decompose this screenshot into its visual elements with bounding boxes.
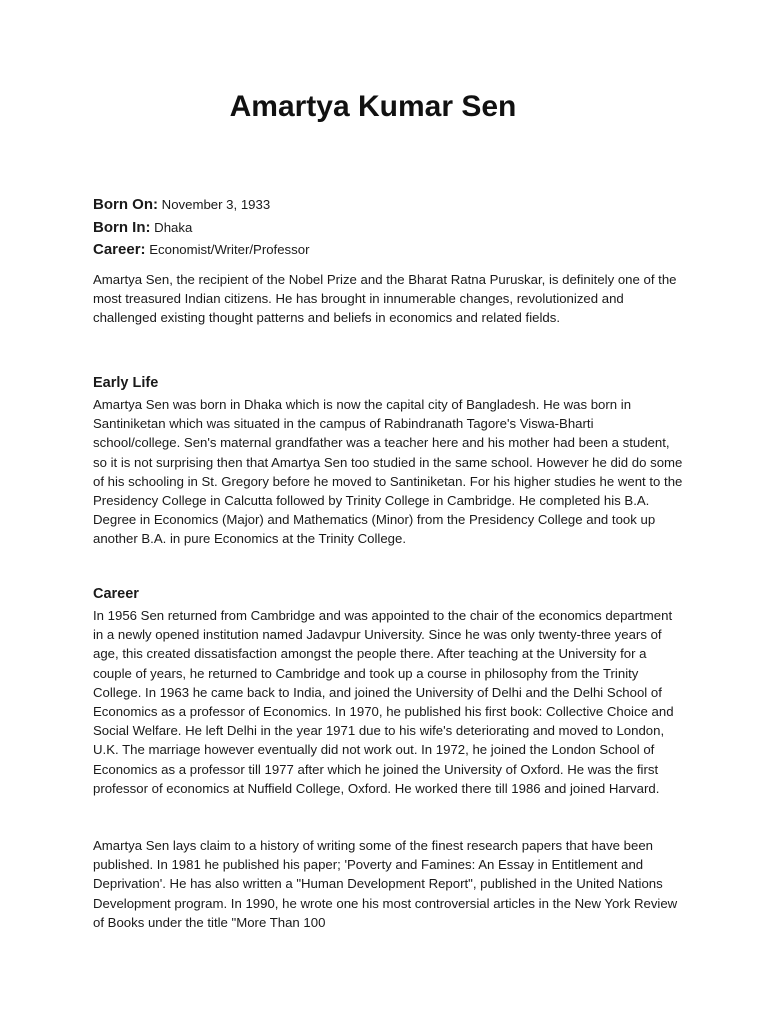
fact-label: Born In: [93, 218, 146, 236]
section-heading-early-life: Early Life: [93, 375, 159, 391]
early-life-paragraph: Amartya Sen was born in Dhaka which is now the capital city of Bangladesh. He was born in Santiniketan which was situated in the campus of Rabindranath Tagore's Viswa-Bharti school/college. Sen's maternal grandfather was a teacher here and his mother had been a student, so it is not surprising then that Amartya Sen too studied in the same school. However he did do some of his schooling in St. Gregory before he moved to Santiniketan. For his higher studies he went to the Presidency College in Calcutta followed by Trinity College in Cambridge. He completed his B.A. Degree in Economics (Major) and Mathematics (Minor) from the Presidency College and took up another B.A. in pure Economics at the Trinity College.: [93, 397, 683, 547]
section-heading-career: Career: [93, 586, 139, 602]
career-paragraph-1: In 1956 Sen returned from Cambridge and was appointed to the chair of the economics department in a newly opened institution named Jadavpur University. Since he was only twenty-three years of age, this created dissatisfaction amongst the people there. After teaching at the University for a couple of years, he returned to Cambridge and took up a course in philosophy from the Trinity College. In 1963 he came back to India, and joined the University of Delhi and the Delhi School of Economics as a professor of Economics. In 1970, he published his first book: Collective Choice and Social Welfare. He left Delhi in the year 1971 due to his wife's deteriorating and moved to London, U.K. The marriage however eventually did not work out. In 1972, he joined the London School of Economics as a professor till 1977 after which he joined the University of Oxford. He was the first professor of economics at Nuffield College, Oxford. He worked there till 1986 and joined Harvard.: [93, 608, 674, 796]
document-page: [93, 0, 683, 1024]
page-title: Amartya Kumar Sen: [229, 90, 517, 123]
fact-born-in: Born In: Dhaka: [93, 218, 193, 236]
fact-value: Economist/Writer/Professor: [149, 242, 310, 257]
fact-label: Born On: [93, 196, 153, 213]
fact-career: Career: Economist/Writer/Professor: [93, 241, 310, 258]
fact-value: November 3, 1933: [161, 197, 271, 212]
fact-label: Career: [93, 241, 141, 258]
career-paragraph-2: Amartya Sen lays claim to a history of writing some of the finest research papers that have been published. In 1981 he published his paper; 'Poverty and Famines: An Essay in Entitlement and Deprivation'. He has also written a "Human Development Report", published in the United Nations Development program. In 1990, he wrote one his most controversial articles in the New York Review of Books under the title "More Than 100: [93, 838, 678, 930]
intro-paragraph: Amartya Sen, the recipient of the Nobel Prize and the Bharat Ratna Puruskar, is definitely one of the most treasured Indian citizens. He has brought in innumerable changes, revolutionized and challenged existing thought patterns and beliefs in economics and related fields.: [93, 272, 677, 326]
fact-born-on: Born On: November 3, 1933: [93, 196, 271, 213]
fact-value: Dhaka: [154, 219, 193, 235]
fact-list: [93, 194, 683, 262]
